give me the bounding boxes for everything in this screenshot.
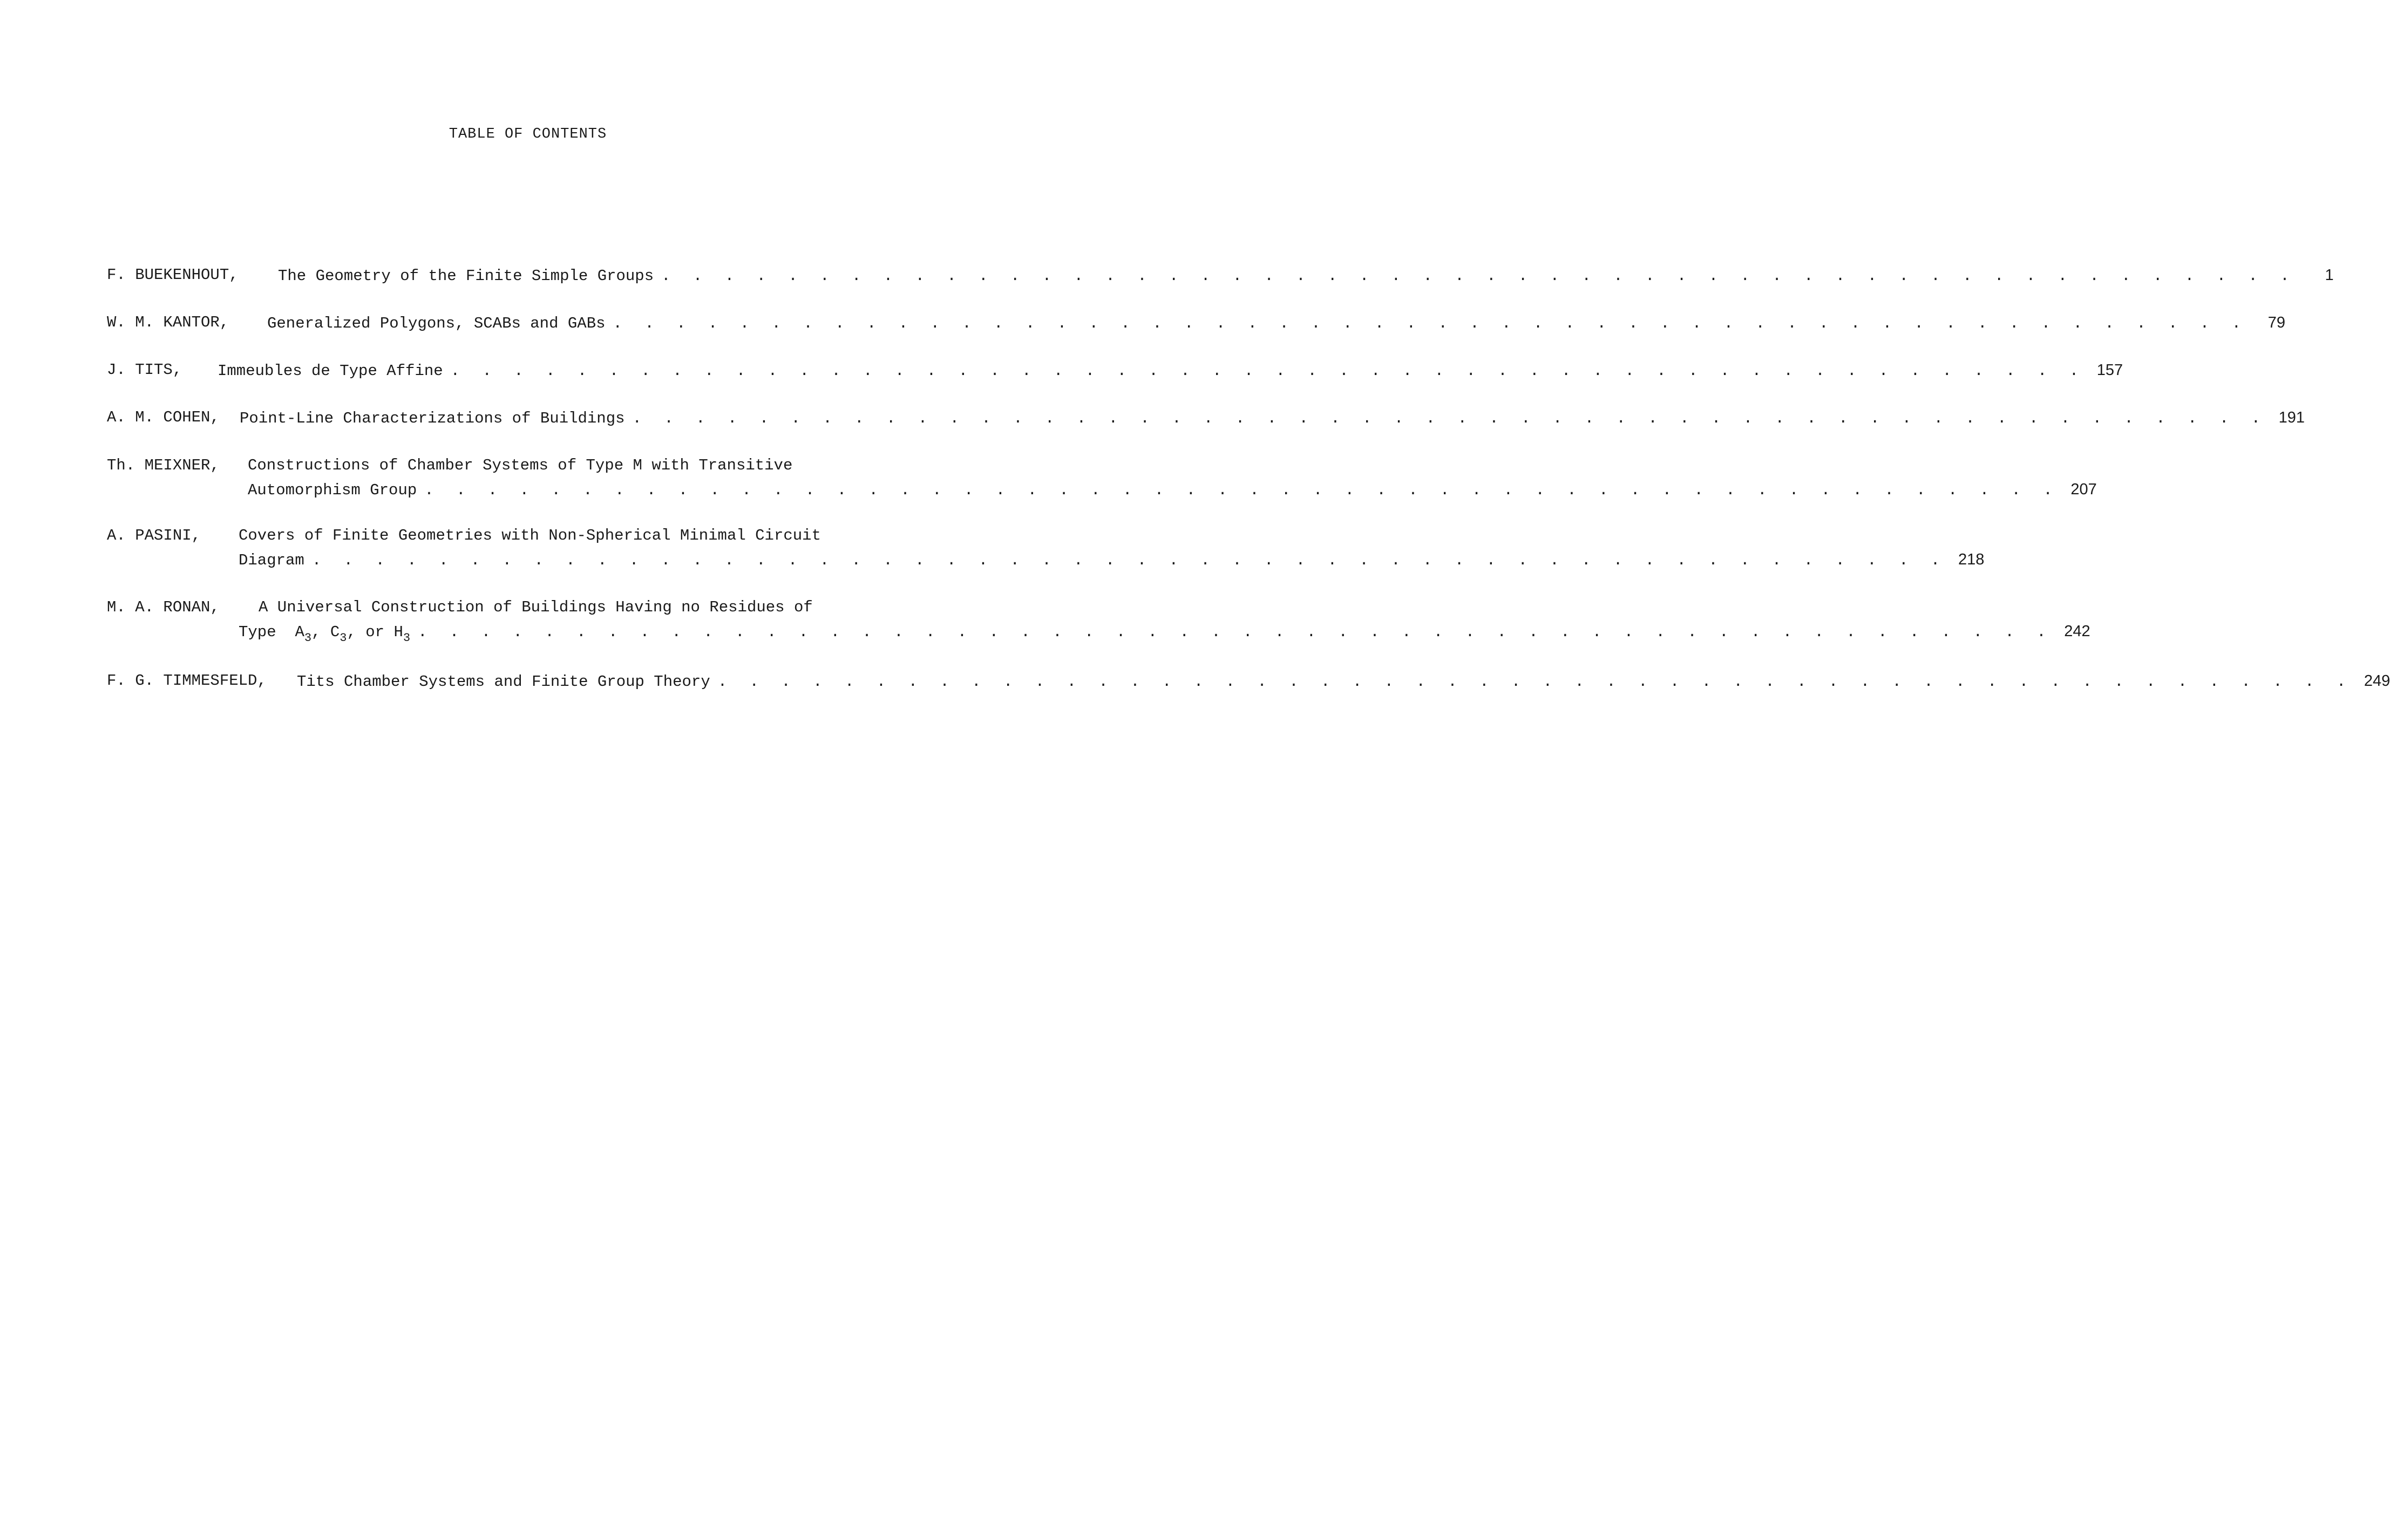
dot-leader: . . . . . . . . . . . . . . . . . . . . . . . . . . . . . . . . . . . . . . . . . . . . . . . . . . . .: [450, 362, 2086, 380]
toc-title: Tits Chamber Systems and Finite Group Theory: [297, 673, 710, 691]
dot-leader: . . . . . . . . . . . . . . . . . . . . . . . . . . . . . . . . . . . . . . . . . . . . . . . . . . . .: [661, 267, 2296, 285]
toc-entry[interactable]: [107, 596, 2090, 645]
toc-page-number: 249: [2364, 672, 2390, 690]
toc-entry[interactable]: [107, 358, 2123, 382]
toc-title: Generalized Polygons, SCABs and GABs: [267, 315, 606, 332]
toc-author: F. G. TIMMESFELD,: [107, 672, 267, 690]
toc-page-number: 242: [2064, 623, 2090, 640]
or-word: or: [365, 623, 385, 641]
toc-page-number: 79: [2267, 314, 2286, 331]
symbol-a: A: [295, 623, 304, 641]
toc-author: M. A. RONAN,: [107, 598, 220, 616]
dot-leader: . . . . . . . . . . . . . . . . . . . . . . . . . . . . . . . . . . . . . . . . . . . . . . . . . . . .: [418, 623, 2053, 641]
dot-leader: . . . . . . . . . . . . . . . . . . . . . . . . . . . . . . . . . . . . . . . . . . . . . . . . . . . .: [424, 481, 2059, 499]
toc-title-line2: Type $A_3$, $C_3$, or $H_3$: [239, 623, 411, 645]
symbol-c: C: [330, 623, 340, 641]
toc-title: The Geometry of the Finite Simple Groups: [278, 267, 654, 285]
subscript-3: 3: [403, 631, 411, 645]
dot-leader: . . . . . . . . . . . . . . . . . . . . . . . . . . . . . . . . . . . . . . . . . . . . . . . . . . . .: [311, 551, 1947, 569]
toc-author: A. PASINI,: [107, 527, 201, 544]
page-title: TABLE OF CONTENTS: [449, 126, 607, 142]
subscript-3: 3: [304, 631, 312, 645]
toc-page-number: 1: [2325, 267, 2334, 284]
toc-page-number: 207: [2070, 481, 2097, 498]
toc-title: Point-Line Characterizations of Buildings: [240, 410, 625, 427]
toc-page-number: 157: [2096, 362, 2123, 379]
toc-entry[interactable]: [107, 524, 1985, 571]
toc-entry[interactable]: [107, 311, 2286, 335]
toc-title-line2: Automorphism Group: [248, 481, 417, 499]
toc-title-line2: Diagram: [239, 551, 304, 569]
type-word: Type: [239, 623, 276, 641]
toc-title-line1: Covers of Finite Geometries with Non-Spherical Minimal Circuit: [239, 527, 821, 544]
toc-entry[interactable]: [107, 406, 2305, 430]
toc-title-line1: A Universal Construction of Buildings Having no Residues of: [259, 598, 813, 616]
symbol-h: H: [393, 623, 403, 641]
toc-author: Th. MEIXNER,: [107, 456, 220, 474]
subscript-3: 3: [340, 631, 347, 645]
toc-entry[interactable]: [107, 454, 2097, 501]
dot-leader: . . . . . . . . . . . . . . . . . . . . . . . . . . . . . . . . . . . . . . . . . . . . . . . . . . . .: [717, 673, 2353, 691]
toc-entry[interactable]: [107, 263, 2334, 287]
toc-page-number: 191: [2278, 409, 2305, 426]
dot-leader: . . . . . . . . . . . . . . . . . . . . . . . . . . . . . . . . . . . . . . . . . . . . . . . . . . . .: [632, 410, 2267, 427]
toc-author: W. M. KANTOR,: [107, 314, 229, 331]
toc-author: F. BUEKENHOUT,: [107, 266, 239, 284]
toc-page-number: 218: [1958, 551, 1985, 568]
dot-leader: . . . . . . . . . . . . . . . . . . . . . . . . . . . . . . . . . . . . . . . . . . . . . . . . . . . .: [613, 315, 2248, 332]
toc-title-line1: Constructions of Chamber Systems of Type M with Transitive: [248, 456, 793, 474]
toc-author: J. TITS,: [107, 361, 182, 379]
toc-entry[interactable]: [107, 669, 2390, 693]
toc-title: Immeubles de Type Affine: [218, 362, 443, 380]
toc-author: A. M. COHEN,: [107, 408, 220, 426]
